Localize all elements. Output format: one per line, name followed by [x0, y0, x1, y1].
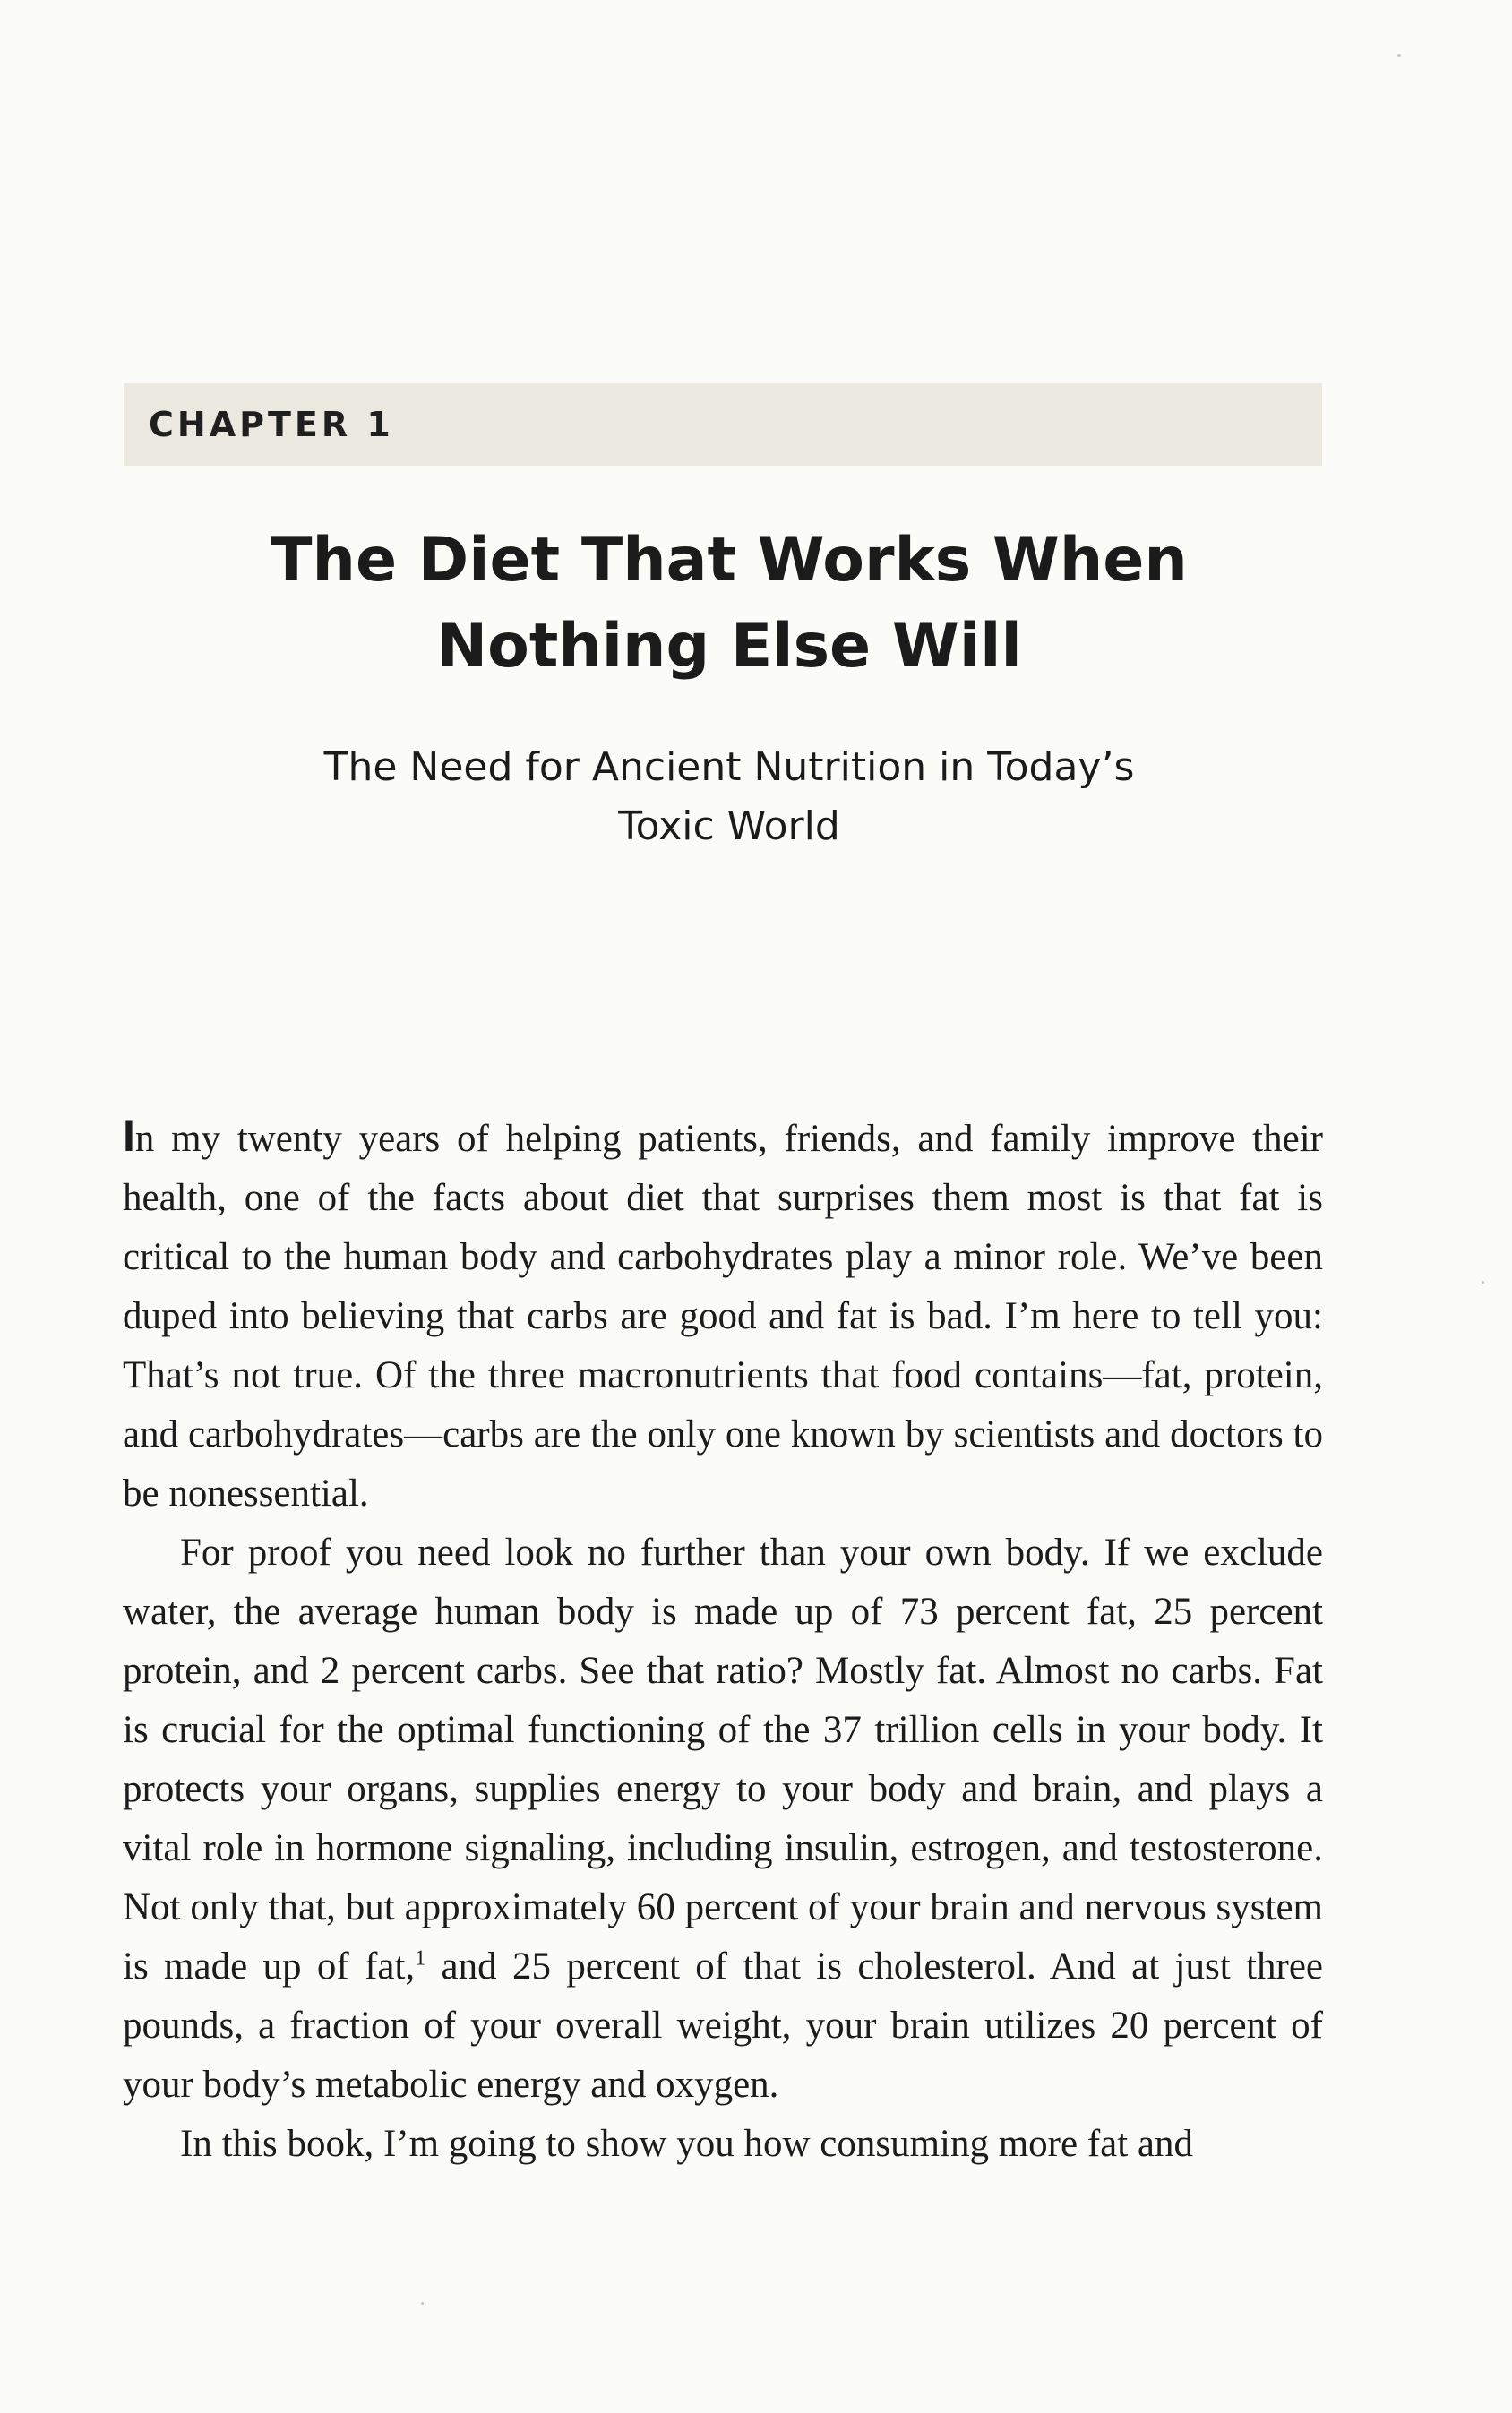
paragraph-2: [123, 1524, 1323, 2115]
paragraph-2-text-a: For proof you need look no further than your own body. If we exclude water, the average human body is made up of 73 percent fat, 25 percent protein, and 2 percent carbs. See that ratio? Mostly fat. Almost no carbs. Fat is crucial for the optimal functioning of the 37 trillion cells in your body. It protects your organs, supplies energy to your body and brain, and plays a vital role in hormone signaling, including insulin, estrogen, and testosterone. Not only that, but approximately 60 percent of your brain and nervous system is made up of fat,: [123, 1532, 1323, 1988]
chapter-title-line-1: The Diet That Works When: [271, 525, 1188, 596]
scan-speck: [421, 2302, 424, 2305]
paragraph-3: [123, 2115, 1323, 2174]
paragraph-2-text-b: and 25 percent of that is cholesterol. And at just three pounds, a fraction of your overall weight, your brain utilizes 20 percent of your body’s metabolic energy and oxygen.: [123, 1945, 1323, 2106]
chapter-subtitle: [129, 738, 1329, 856]
chapter-heading-band: [124, 383, 1322, 466]
scan-speck: [1397, 54, 1401, 57]
chapter-title-line-2: Nothing Else Will: [436, 611, 1022, 682]
chapter-title: [129, 518, 1329, 690]
chapter-subtitle-line-1: The Need for Ancient Nutrition in Today’s: [323, 744, 1135, 790]
drop-cap: I: [123, 1111, 135, 1161]
chapter-subtitle-line-2: Toxic World: [618, 803, 840, 849]
paragraph-1: [123, 1106, 1323, 1524]
paragraph-3-text: In this book, I’m going to show you how consuming more fat and: [180, 2123, 1194, 2165]
chapter-label: CHAPTER 1: [149, 405, 394, 444]
body-text: [123, 1106, 1323, 2174]
footnote-marker: 1: [415, 1946, 426, 1971]
paragraph-1-text: n my twenty years of helping patients, friends, and family improve their health, one of the facts about diet that surprises them most is that fat is critical to the human body and carbohydrates play a minor role. We’ve been duped into believing that carbs are good and fat is bad. I’m here to tell you: That’s not true. Of the three macronutrients that food contains—fat, protein, and carbohydrates—carbs are the only one known by scientists and doctors to be nonessential.: [123, 1118, 1323, 1515]
scan-speck: [1482, 1281, 1484, 1284]
